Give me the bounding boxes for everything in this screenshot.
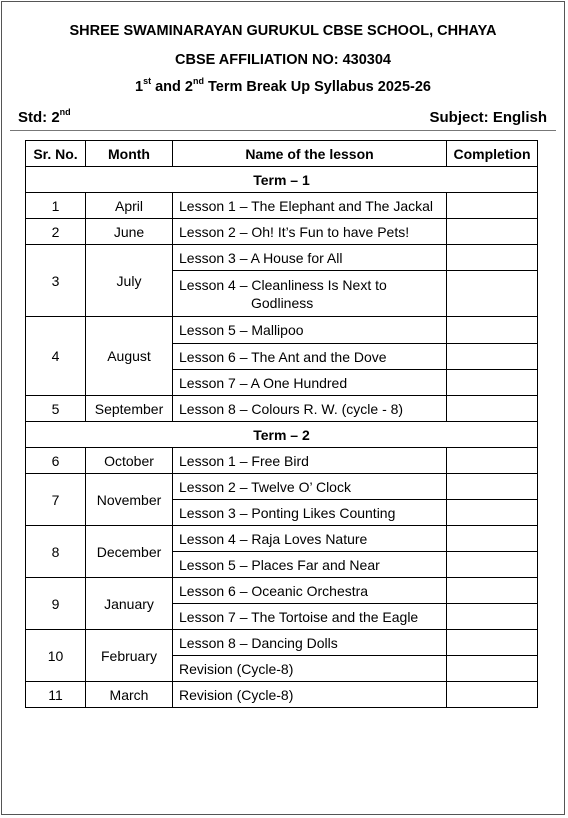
- month-cell: November: [86, 474, 173, 526]
- affiliation-number: CBSE AFFILIATION NO: 430304: [175, 52, 391, 68]
- sr-no-cell: 4: [26, 317, 86, 396]
- header-lesson: Name of the lesson: [173, 141, 447, 167]
- completion-cell[interactable]: [447, 630, 538, 656]
- completion-cell[interactable]: [447, 682, 538, 708]
- completion-cell[interactable]: [447, 604, 538, 630]
- completion-cell[interactable]: [447, 370, 538, 396]
- month-cell: June: [86, 219, 173, 245]
- subject-label: Subject: English: [429, 109, 547, 126]
- sr-no-cell: 1: [26, 193, 86, 219]
- completion-cell[interactable]: [447, 474, 538, 500]
- lesson-cell: Lesson 3 – Ponting Likes Counting: [173, 500, 447, 526]
- lesson-cell: Lesson 1 – The Elephant and The Jackal: [173, 193, 447, 219]
- sr-no-cell: 7: [26, 474, 86, 526]
- table-row: [26, 448, 538, 474]
- month-cell: October: [86, 448, 173, 474]
- sr-no-cell: 10: [26, 630, 86, 682]
- sr-no-cell: 11: [26, 682, 86, 708]
- completion-cell[interactable]: [447, 552, 538, 578]
- sr-no-cell: 8: [26, 526, 86, 578]
- term-1-heading: Term – 1: [26, 167, 538, 193]
- lesson-cell: Lesson 5 – Mallipoo: [173, 317, 447, 344]
- completion-cell[interactable]: [447, 526, 538, 552]
- term-2-heading: Term – 2: [26, 422, 538, 448]
- completion-cell[interactable]: [447, 245, 538, 271]
- sr-no-cell: 6: [26, 448, 86, 474]
- table-row: [26, 474, 538, 500]
- lesson-cell: Lesson 3 – A House for All: [173, 245, 447, 271]
- table-header-row: [26, 141, 538, 167]
- month-cell: January: [86, 578, 173, 630]
- lesson-cell: Lesson 4 – Raja Loves Nature: [173, 526, 447, 552]
- lesson-cell: Revision (Cycle-8): [173, 656, 447, 682]
- completion-cell[interactable]: [447, 656, 538, 682]
- standard-label: Std: 2nd: [18, 107, 71, 126]
- lesson-cell: Lesson 1 – Free Bird: [173, 448, 447, 474]
- table-row: [26, 193, 538, 219]
- lesson-cell: Lesson 5 – Places Far and Near: [173, 552, 447, 578]
- sr-no-cell: 3: [26, 245, 86, 317]
- table-row: [26, 317, 538, 344]
- month-cell: August: [86, 317, 173, 396]
- school-name: SHREE SWAMINARAYAN GURUKUL CBSE SCHOOL, CHHAYA: [69, 23, 497, 39]
- completion-cell[interactable]: [447, 193, 538, 219]
- month-cell: July: [86, 245, 173, 317]
- month-cell: September: [86, 396, 173, 422]
- completion-cell[interactable]: [447, 500, 538, 526]
- lesson-cell: Lesson 6 – Oceanic Orchestra: [173, 578, 447, 604]
- month-cell: February: [86, 630, 173, 682]
- lesson-cell: Lesson 7 – A One Hundred: [173, 370, 447, 396]
- lesson-cell: Lesson 2 – Twelve O’ Clock: [173, 474, 447, 500]
- completion-cell[interactable]: [447, 396, 538, 422]
- sr-no-cell: 9: [26, 578, 86, 630]
- lesson-cell: Lesson 4 – Cleanliness Is Next to Godliness: [173, 271, 447, 317]
- sr-no-cell: 2: [26, 219, 86, 245]
- lesson-cell: Lesson 6 – The Ant and the Dove: [173, 344, 447, 370]
- month-cell: December: [86, 526, 173, 578]
- table-row: [26, 578, 538, 604]
- table-row: [26, 682, 538, 708]
- syllabus-title: 1st and 2nd Term Break Up Syllabus 2025-26: [134, 76, 431, 95]
- table-row: [26, 219, 538, 245]
- lesson-cell: Lesson 7 – The Tortoise and the Eagle: [173, 604, 447, 630]
- divider: [10, 130, 556, 131]
- lesson-cell: Lesson 8 – Dancing Dolls: [173, 630, 447, 656]
- month-cell: March: [86, 682, 173, 708]
- header-month: Month: [86, 141, 173, 167]
- completion-cell[interactable]: [447, 271, 538, 317]
- completion-cell[interactable]: [447, 317, 538, 344]
- completion-cell[interactable]: [447, 578, 538, 604]
- completion-cell[interactable]: [447, 219, 538, 245]
- lesson-cell: Lesson 2 – Oh! It’s Fun to have Pets!: [173, 219, 447, 245]
- table-row: [26, 245, 538, 271]
- lesson-cell: Lesson 8 – Colours R. W. (cycle - 8): [173, 396, 447, 422]
- completion-cell[interactable]: [447, 344, 538, 370]
- header-sr-no: Sr. No.: [26, 141, 86, 167]
- month-cell: April: [86, 193, 173, 219]
- syllabus-table: [25, 140, 538, 708]
- table-row: [26, 526, 538, 552]
- table-row: [26, 630, 538, 656]
- sr-no-cell: 5: [26, 396, 86, 422]
- lesson-cell: Revision (Cycle-8): [173, 682, 447, 708]
- table-row: [26, 396, 538, 422]
- completion-cell[interactable]: [447, 448, 538, 474]
- header-completion: Completion: [447, 141, 538, 167]
